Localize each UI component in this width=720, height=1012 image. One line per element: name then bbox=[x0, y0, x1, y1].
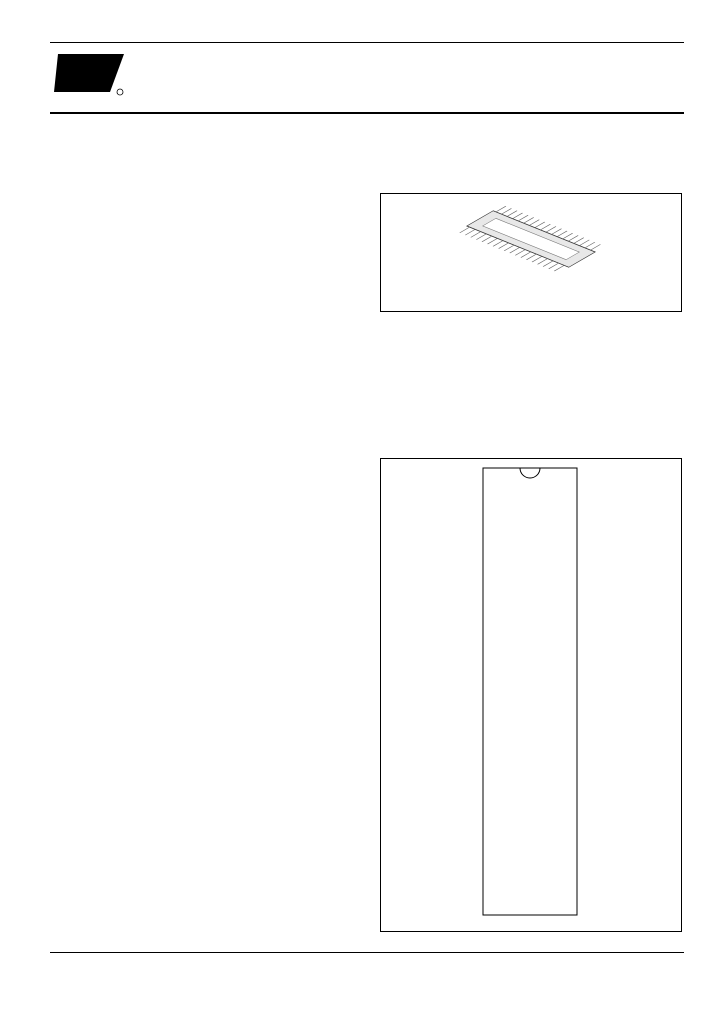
fpc48-package-icon bbox=[381, 194, 681, 284]
st-logo-icon bbox=[50, 50, 126, 96]
ic-body bbox=[483, 468, 577, 915]
package-figure bbox=[380, 193, 682, 312]
header-rule bbox=[50, 112, 684, 114]
top-rule bbox=[50, 42, 684, 43]
pin-diagram bbox=[380, 458, 682, 932]
footer-rule bbox=[50, 952, 684, 953]
